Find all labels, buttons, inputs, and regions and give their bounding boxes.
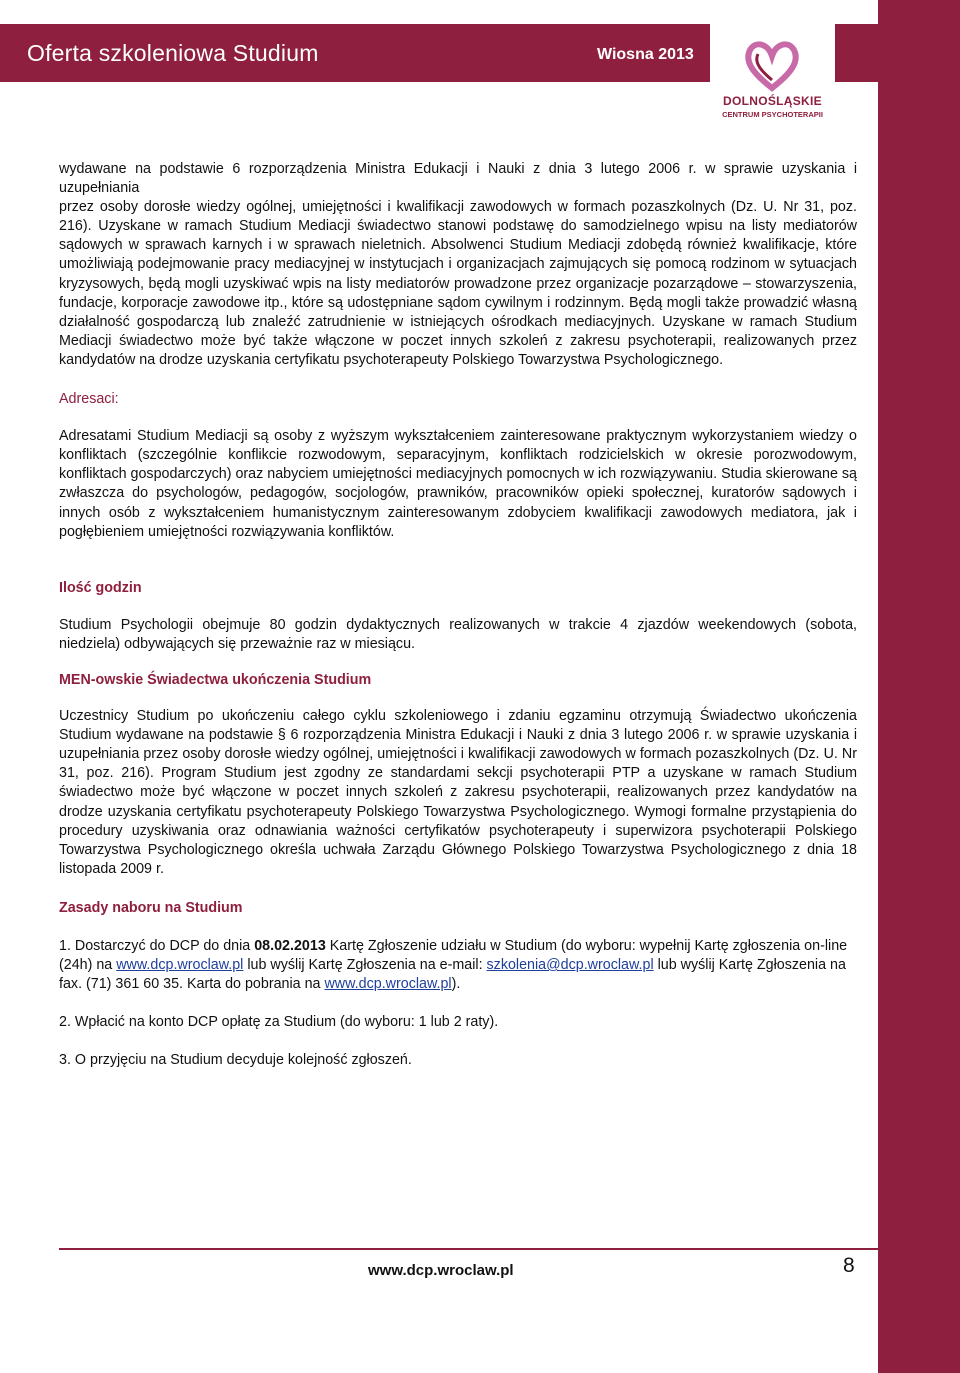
- nabor-item-1-text-2: lub wyślij Kartę Zgłoszenia na e-mail:: [243, 957, 487, 974]
- nabor-list: [59, 937, 857, 1070]
- intro-text: przez osoby dorosłe wiedzy ogólnej, umiejętności i kwalifikacji zawodowych w formach pozaszkolnych (Dz. U. Nr 31, poz. 216). Uzyskane w ramach Studium Mediacji świadectwo stanowi podstawę do samodzielnego wpisu na listy mediatorów sądowych w sprawach karnych i w sprawach nieletnich. Absolwenci Studium Mediacji zdobędą również kwalifikacje, które umożliwiają podejmowanie pracy mediacyjnej w instytucjach i organizacjach zajmujących się pomocą rodzinom w sytuacjach kryzysowych, będą mogli uzyskiwać wpis na listy mediatorów prowadzone przez organizacje pozarządowe – stowarzyszenia, fundacje, korporacje zawodowe itp., które są udostępniane sądom cywilnym i rodzinnym. Będą mogli także prowadzić własną działalność gospodarczą lub znaleźć zatrudnienie w istniejących ośrodkach mediacyjnych. Uzyskane w ramach Studium Mediacji świadectwo może być także włączone w poczet innych szkoleń z zakresu psychoterapii, realizowanych przez kandydatów na drodze uzyskania certyfikatu psychoterapeuty Polskiego Towarzystwa Psychologicznego.: [59, 199, 857, 368]
- page-number: 8: [843, 1254, 855, 1277]
- logo: [710, 8, 835, 146]
- godziny-paragraph: Studium Psychologii obejmuje 80 godzin dydaktycznych realizowanych w trakcie 4 zjazdów weekendowych (sobota, niedziela) odbywających się przeważnie raz w miesiącu.: [59, 616, 857, 652]
- section-heading-adresaci: Adresaci:: [59, 391, 119, 408]
- download-link[interactable]: www.dcp.wroclaw.pl: [324, 976, 452, 993]
- nabor-item-1-text-3: lub wyślij Kartę Zgłoszenia na fax. (71) 361 60 35. Karta do pobrania na: [59, 957, 846, 993]
- intro-paragraph: [59, 160, 857, 370]
- logo-text: DOLNOŚLĄSKIE: [723, 94, 822, 108]
- section-heading-swiadectwa: MEN-owskie Świadectwa ukończenia Studium: [59, 671, 372, 688]
- side-bar: [878, 0, 960, 1373]
- nabor-item-1-prefix: 1. Dostarczyć do DCP do dnia: [59, 938, 255, 954]
- footer-divider: [59, 1248, 879, 1250]
- nabor-item-2: 2. Wpłacić na konto DCP opłatę za Studium (do wyboru: 1 lub 2 raty).: [59, 1014, 499, 1031]
- adresaci-paragraph: Adresatami Studium Mediacji są osoby z wyższym wykształceniem zainteresowane praktycznym wykorzystaniem wiedzy o konfliktach (szczególnie konflikcie rozwodowym, separacyjnym, konfliktach rodzicielskich w okresie porozwodowym, konfliktach gospodarczych) oraz nabyciem umiejętności mediacyjnych pomocnych w ich rozwiązywaniu. Studia skierowane są zwłaszcza do psychologów, pedagogów, socjologów, prawników, pracowników opieki społecznej, kuratorów sądowych i innych osób z wykształceniem humanistycznym zainteresowanym zdobyciem kwalifikacji zawodowych mediatora, jak i pogłębieniem umiejętności rozwiązywania konfliktów.: [59, 428, 857, 540]
- main-content: [59, 160, 857, 1070]
- email-link[interactable]: szkolenia@dcp.wroclaw.pl: [486, 957, 654, 974]
- header-season: Wiosna 2013: [597, 46, 694, 63]
- deadline-date: 08.02.2013: [254, 938, 326, 954]
- nabor-item-1: [59, 937, 857, 994]
- website-link[interactable]: www.dcp.wroclaw.pl: [116, 957, 244, 974]
- logo-mark-icon: [732, 38, 812, 94]
- header-title: Oferta szkoleniowa Studium: [27, 40, 319, 66]
- swiadectwa-paragraph: Uczestnicy Studium po ukończeniu całego cyklu szkoleniowego i zdaniu egzaminu otrzymują Świadectwo ukończenia Studium wydawane na podstawie § 6 rozporządzenia Ministra Edukacji i Nauki z dnia 3 lutego 2006 r. w sprawie uzyskania i uzupełniania przez osoby dorosłe wiedzy ogólnej, umiejętności i kwalifikacji zawodowych w formach pozaszkolnych (Dz. U. Nr 31, poz. 216). Program Studium jest zgodny ze standardami sekcji psychoterapii PTP a uzyskane w ramach Studium świadectwo może być włączone w poczet innych szkoleń z zakresu psychoterapii, realizowanych przez kandydatów na drodze uzyskania certyfikatu psychoterapeuty Polskiego Towarzystwa Psychologicznego. Wymogi formalne przystąpienia do procedury uzyskiwania oraz odnawiania ważności certyfikatów psychoterapeuty i superwizora psychoterapii Polskiego Towarzystwa Psychologicznego określa uchwała Zarządu Głównego Polskiego Towarzystwa Psychologicznego z dnia 18 listopada 2009 r.: [59, 708, 857, 877]
- intro-line1: wydawane na podstawie 6 rozporządzenia Ministra Edukacji i Nauki z dnia 3 lutego 2006 r. w sprawie uzyskania i uzupełniania: [59, 161, 857, 197]
- section-heading-nabor: Zasady naboru na Studium: [59, 899, 243, 916]
- logo-subtext: CENTRUM PSYCHOTERAPII: [722, 110, 823, 119]
- nabor-item-3: 3. O przyjęciu na Studium decyduje kolejność zgłoszeń.: [59, 1052, 412, 1069]
- nabor-item-1-text: Kartę Zgłoszenie udziału w Studium (do wyboru: wypełnij Kartę zgłoszenia on-line (24h) na: [59, 938, 848, 974]
- section-heading-godziny: Ilość godzin: [59, 579, 142, 596]
- footer-url: www.dcp.wroclaw.pl: [368, 1262, 514, 1279]
- nabor-item-1-suffix: ).: [451, 976, 461, 993]
